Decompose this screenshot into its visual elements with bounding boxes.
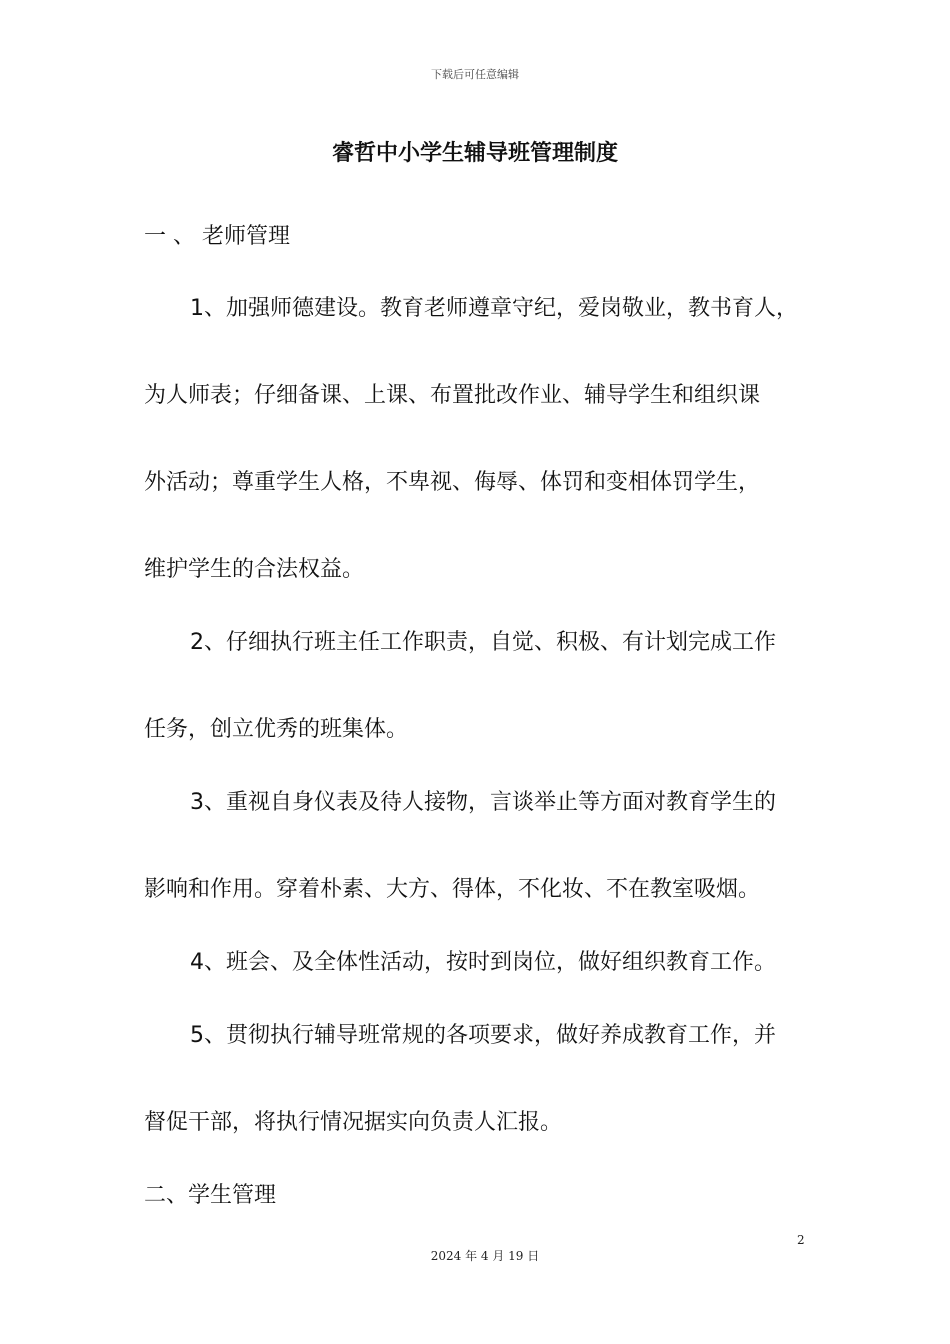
footer-date: 2024 年 4 月 19 日	[430, 1249, 540, 1263]
section-heading-teacher-management: 一 、 老师管理	[144, 224, 290, 249]
item-1-line-2: 为人师表；仔细备课、上课、布置批改作业、辅导学生和组织课	[144, 383, 761, 408]
item-3-line-2: 影响和作用。穿着朴素、大方、得体，不化妆、不在教室吸烟。	[144, 877, 761, 902]
item-5-line-2: 督促干部，将执行情况据实向负责人汇报。	[144, 1110, 563, 1135]
item-2-line-1: 2、仔细执行班主任工作职责，自觉、积极、有计划完成工作	[190, 630, 776, 655]
item-1-line-3: 外活动；尊重学生人格，不卑视、侮辱、体罚和变相体罚学生，	[144, 470, 761, 495]
item-1-line-1: 1、加强师德建设。教育老师遵章守纪，爱岗敬业，教书育人，	[190, 296, 798, 321]
item-4-line-1: 4、班会、及全体性活动，按时到岗位，做好组织教育工作。	[190, 950, 776, 975]
document-title: 睿哲中小学生辅导班管理制度	[331, 141, 618, 166]
item-1-line-4: 维护学生的合法权益。	[144, 557, 365, 582]
item-2-line-2: 任务，创立优秀的班集体。	[144, 717, 409, 742]
item-5-line-1: 5、贯彻执行辅导班常规的各项要求，做好养成教育工作，并	[190, 1023, 776, 1048]
page-number: 2	[797, 1233, 805, 1247]
section-heading-student-management: 二、学生管理	[144, 1183, 277, 1208]
header-note: 下载后可任意编辑	[431, 68, 519, 81]
item-3-line-1: 3、重视自身仪表及待人接物，言谈举止等方面对教育学生的	[190, 790, 776, 815]
